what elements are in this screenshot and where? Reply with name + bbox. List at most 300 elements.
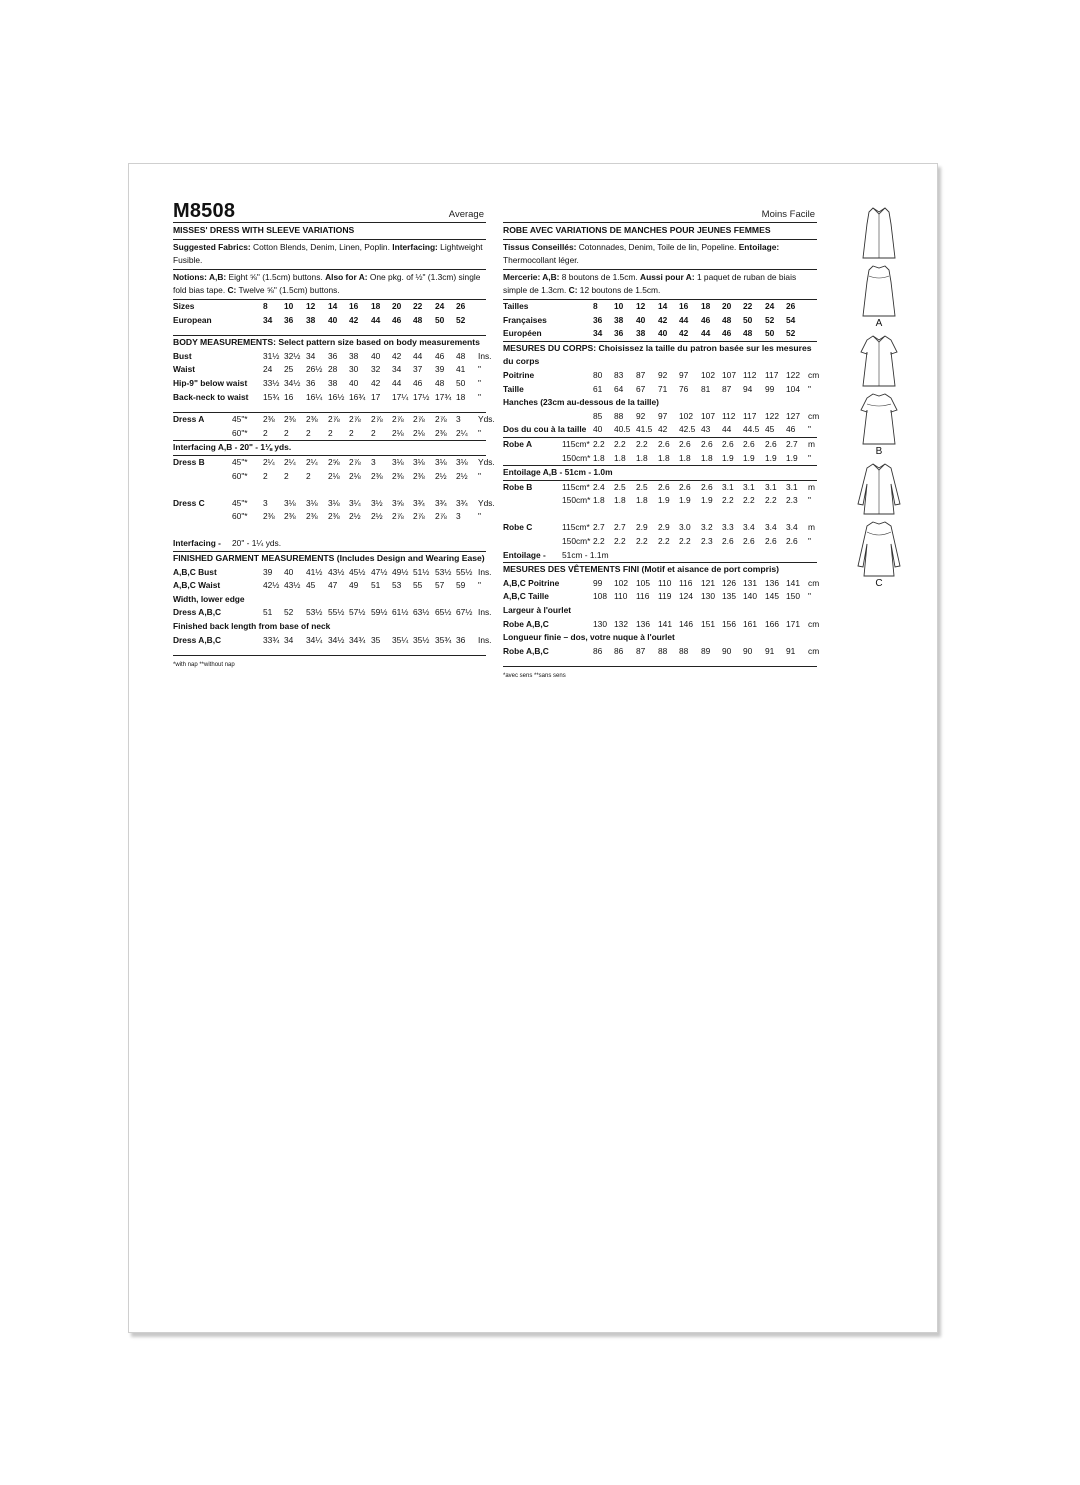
cell-value: 3⅛: [392, 456, 404, 467]
cell-value: 2: [371, 427, 376, 438]
row-label: Robe A,B,C: [503, 645, 549, 656]
finished-measurements: [173, 552, 492, 656]
cell-value: 1.9: [722, 452, 734, 463]
row-label: Robe A: [503, 438, 533, 449]
cell-value: 44: [679, 314, 689, 325]
difficulty-level: Average: [448, 209, 484, 220]
notions-also-text: One pkg. of ½" (1.3cm) single fold bias tape.: [173, 271, 481, 296]
table-row: [503, 452, 817, 466]
table-row: [173, 620, 486, 634]
cell-value: 38: [306, 314, 316, 325]
cell-value: 150: [786, 591, 800, 602]
cell-value: 55: [413, 580, 423, 591]
cell-value: 2⅜: [392, 470, 404, 481]
notions-also-text-fr: 1 paquet de ruban de biais simple de 1.3cm.: [503, 271, 797, 296]
cell-value: 1.9: [658, 495, 670, 506]
interfacing-ab-text-fr: Entoilage A,B - 51cm - 1.0m: [503, 467, 613, 478]
fabric-width: 115cm*: [562, 522, 590, 533]
finished-rows-fr: [503, 577, 820, 659]
cell-value: 12: [636, 300, 646, 311]
cell-value: 2.2: [679, 536, 691, 547]
robe-a-rows: [503, 438, 817, 465]
unit-label: Yds.: [478, 497, 495, 508]
cell-value: 2: [263, 427, 268, 438]
cell-value: 2⅞: [349, 414, 361, 425]
cell-value: 42: [392, 350, 402, 361]
fabric-width: 150cm*: [562, 452, 591, 463]
notions-label-fr: Mercerie: A,B:: [503, 271, 560, 282]
row-label: A,B,C Taille: [503, 591, 549, 602]
unit-label: cm: [808, 369, 820, 380]
cell-value: 2⅜: [328, 511, 340, 522]
cell-value: 97: [658, 410, 668, 421]
notions-also-label: Also for A:: [325, 271, 368, 282]
fabric-width: 150cm*: [562, 495, 591, 506]
cell-value: 2.6: [743, 536, 755, 547]
cell-value: 24: [435, 300, 445, 311]
cell-value: 38: [614, 314, 624, 325]
row-label: Back-neck to waist: [173, 391, 249, 402]
cell-value: 44.5: [743, 424, 760, 435]
cell-value: 61½: [392, 607, 409, 618]
fabric-width: 115cm*: [562, 481, 590, 492]
cell-value: 1.8: [593, 452, 605, 463]
cell-value: 38: [349, 350, 359, 361]
cell-value: 16: [679, 300, 689, 311]
table-row: [173, 456, 495, 470]
cell-value: 2.9: [658, 522, 670, 533]
finished-measurements-fr: [503, 563, 820, 667]
cell-value: 17¾: [435, 391, 452, 402]
cell-value: 50: [743, 314, 753, 325]
cell-value: 136: [636, 618, 650, 629]
size-rows-fr: [503, 300, 817, 341]
fabrics-label: Suggested Fabrics:: [173, 241, 251, 252]
cell-value: 46: [392, 314, 402, 325]
cell-value: 2⅛: [413, 427, 425, 438]
table-row: [173, 566, 492, 580]
cell-value: 34½: [284, 377, 301, 388]
cell-value: 2⅜: [413, 470, 425, 481]
cell-value: 63½: [413, 607, 430, 618]
table-row: [173, 377, 486, 391]
cell-value: 2.6: [701, 438, 713, 449]
cell-value: 2.2: [658, 536, 670, 547]
cell-value: 119: [658, 591, 672, 602]
cell-value: 1.9: [765, 452, 777, 463]
row-label: Taille: [503, 383, 524, 394]
cell-value: 20: [722, 300, 732, 311]
table-row: [173, 314, 486, 328]
unit-label: ": [808, 383, 811, 394]
cell-value: 116: [636, 591, 650, 602]
unit-label: cm: [808, 645, 820, 656]
cell-value: 53: [392, 580, 402, 591]
cell-value: 30: [349, 364, 359, 375]
table-row: [173, 427, 486, 441]
cell-value: 41½: [306, 566, 323, 577]
robe-bc-rows: [503, 481, 817, 549]
cell-value: 47: [328, 580, 338, 591]
cell-value: 44: [392, 377, 402, 388]
fabric-width: 45"*: [232, 456, 248, 467]
cell-value: 94: [743, 383, 753, 394]
cell-value: 41: [456, 364, 466, 375]
cell-value: 1.8: [701, 452, 713, 463]
cell-value: 2.2: [614, 438, 626, 449]
cell-value: 45: [765, 424, 775, 435]
table-row: [173, 300, 486, 314]
cell-value: 3: [456, 511, 461, 522]
cell-value: 2.4: [593, 481, 605, 492]
interfacing-label-fr: Entoilage:: [738, 241, 780, 252]
cell-value: 117: [765, 369, 779, 380]
cell-value: 166: [765, 618, 779, 629]
cell-value: 92: [636, 410, 646, 421]
cell-value: 40.5: [614, 424, 631, 435]
cell-value: 3⅛: [306, 497, 318, 508]
view-drawings: [839, 204, 919, 592]
cell-value: 65½: [435, 607, 452, 618]
cell-value: 3⅝: [392, 497, 404, 508]
cell-value: 171: [786, 618, 800, 629]
cell-value: 42: [658, 314, 668, 325]
interfacing-c-text: 20" - 1¼ yds.: [232, 538, 282, 549]
cell-value: 67½: [456, 607, 473, 618]
cell-value: 136: [765, 577, 779, 588]
fabric-width: 60"*: [232, 511, 248, 522]
unit-label: Ins.: [478, 566, 492, 577]
row-label: Hip-9" below waist: [173, 377, 248, 388]
cell-value: 3⅛: [456, 456, 468, 467]
row-label: Robe C: [503, 522, 533, 533]
cell-value: 122: [786, 369, 800, 380]
body-measurements-fr: [503, 342, 820, 438]
unit-label: cm: [808, 577, 820, 588]
dress-c-back-drawing: [854, 518, 904, 580]
cell-value: 51: [263, 607, 273, 618]
table-row: [173, 510, 486, 524]
cell-value: 2: [263, 470, 268, 481]
notions-also-label-fr: Aussi pour A:: [640, 271, 695, 282]
cell-value: 2⅜: [306, 414, 318, 425]
cell-value: 45½: [349, 566, 366, 577]
cell-value: 48: [435, 377, 445, 388]
sizes-table: [173, 300, 486, 336]
cell-value: 2¼: [263, 456, 275, 467]
interfacing-ab-text: Interfacing A,B - 20" - 1⅛ yds.: [173, 442, 292, 453]
cell-value: 26: [456, 300, 466, 311]
cell-value: 76: [679, 383, 689, 394]
cell-value: 2⅞: [392, 414, 404, 425]
row-label: Waist: [173, 364, 196, 375]
cell-value: 18: [456, 391, 466, 402]
cell-value: 33¾: [263, 634, 280, 645]
cell-value: 52: [765, 314, 775, 325]
table-row: [503, 327, 817, 341]
cell-value: 55½: [456, 566, 473, 577]
row-label: A,B,C Waist: [173, 580, 221, 591]
cell-value: 16¾: [349, 391, 366, 402]
cell-value: 67: [636, 383, 646, 394]
cell-value: 40: [328, 314, 338, 325]
cell-value: 92: [658, 369, 668, 380]
unit-label: m: [808, 481, 815, 492]
cell-value: 39: [263, 566, 273, 577]
dress-bc-rows: [173, 456, 495, 538]
table-row: [503, 438, 817, 452]
cell-value: 2.6: [743, 438, 755, 449]
cell-value: 86: [614, 645, 624, 656]
cell-value: 3¾: [435, 497, 447, 508]
french-column: [503, 200, 820, 684]
unit-label: Ins.: [478, 634, 492, 645]
cell-value: 46: [701, 314, 711, 325]
unit-label: cm: [808, 618, 820, 629]
interfacing-c-label: Interfacing -: [173, 538, 221, 549]
cell-value: 86: [593, 645, 603, 656]
cell-value: 22: [743, 300, 753, 311]
cell-value: 35¼: [392, 634, 409, 645]
fabric-width: 60"*: [232, 427, 248, 438]
cell-value: 35: [371, 634, 381, 645]
unit-label: ": [478, 391, 481, 402]
robe-bc-yardage: [503, 481, 817, 564]
body-measurements: [173, 336, 492, 413]
table-row: [173, 350, 492, 364]
sizes-table-fr: [503, 300, 817, 342]
fabrics-line: [173, 240, 486, 270]
body-measurements-title: BODY MEASUREMENTS: Select pattern size based on body measurements: [173, 337, 480, 348]
cell-value: 16½: [328, 391, 345, 402]
table-row: [503, 481, 817, 495]
footnote: *with nap **without nap: [173, 662, 235, 669]
cell-value: 39: [435, 364, 445, 375]
cell-value: 38: [328, 377, 338, 388]
cell-value: 26: [786, 300, 796, 311]
row-label: Dress A,B,C: [173, 607, 222, 618]
row-label: Sizes: [173, 300, 195, 311]
cell-value: 24: [765, 300, 775, 311]
cell-value: 2: [328, 427, 333, 438]
fabrics-text-fr: Cotonnades, Denim, Toile de lin, Popeline.: [576, 241, 739, 252]
notions-c-label-fr: C:: [568, 285, 578, 296]
cell-value: 2.7: [593, 522, 605, 533]
cell-value: 3: [456, 414, 461, 425]
table-row: [503, 423, 817, 437]
fabric-width: 115cm*: [562, 438, 590, 449]
notions-block: [173, 270, 486, 300]
cell-value: 46: [435, 350, 445, 361]
cell-value: 99: [765, 383, 775, 394]
cell-value: 36: [614, 328, 624, 339]
pattern-title: MISSES' DRESS WITH SLEEVE VARIATIONS: [173, 223, 486, 240]
cell-value: 2.5: [614, 481, 626, 492]
pattern-code: M8508: [173, 200, 236, 222]
notions-c-text: Twelve ⅝" (1.5cm) buttons.: [236, 285, 340, 296]
unit-label: ": [478, 511, 481, 522]
cell-value: 117: [743, 410, 757, 421]
cell-value: 3¾: [456, 497, 468, 508]
cell-value: 151: [701, 618, 715, 629]
cell-value: 2.9: [636, 522, 648, 533]
interfacing-c-label-fr: Entoilage -: [503, 549, 546, 560]
cell-value: 3⅛: [328, 497, 340, 508]
cell-value: 2: [284, 470, 289, 481]
cell-value: 2⅜: [263, 511, 275, 522]
cell-value: 54: [786, 314, 796, 325]
table-row: [173, 524, 486, 538]
notions-text-fr: 8 boutons de 1.5cm.: [559, 271, 641, 282]
cell-value: 51: [371, 580, 381, 591]
cell-value: 1.8: [614, 452, 626, 463]
cell-value: 132: [614, 618, 628, 629]
cell-value: 112: [743, 369, 757, 380]
cell-value: 3: [371, 456, 376, 467]
cell-value: 2⅛: [349, 470, 361, 481]
cell-value: 3⅛: [413, 456, 425, 467]
cell-value: 48: [456, 350, 466, 361]
cell-value: 2⅞: [435, 511, 447, 522]
cell-value: 34½: [328, 634, 345, 645]
cell-value: 2¼: [456, 427, 468, 438]
cell-value: 32: [371, 364, 381, 375]
cell-value: 2.6: [765, 438, 777, 449]
cell-value: 80: [593, 369, 603, 380]
cell-value: 34: [392, 364, 402, 375]
cell-value: 146: [679, 618, 693, 629]
cell-value: 2⅛: [392, 427, 404, 438]
row-label: European: [173, 314, 212, 325]
fabric-width: 150cm*: [562, 536, 591, 547]
cell-value: 42: [371, 377, 381, 388]
cell-value: 2: [306, 427, 311, 438]
cell-value: 48: [413, 314, 423, 325]
table-row: [503, 508, 817, 522]
cell-value: 2⅞: [328, 414, 340, 425]
cell-value: 2.7: [614, 522, 626, 533]
table-row: [503, 369, 820, 383]
cell-value: 3.4: [743, 522, 755, 533]
difficulty-level-fr: Moins Facile: [761, 209, 815, 220]
cell-value: 2.6: [679, 438, 691, 449]
cell-value: 2⅞: [435, 414, 447, 425]
cell-value: 1.8: [636, 495, 648, 506]
table-row: [503, 590, 817, 604]
cell-value: 47½: [371, 566, 388, 577]
table-row: [173, 363, 486, 377]
cell-value: 34¾: [349, 634, 366, 645]
cell-value: 49: [349, 580, 359, 591]
cell-value: 44: [701, 328, 711, 339]
notions-text: Eight ⅝" (1.5cm) buttons.: [226, 271, 326, 282]
table-row: [173, 483, 486, 497]
notions-block-fr: [503, 270, 817, 300]
cell-value: 1.9: [701, 495, 713, 506]
unit-label: cm: [808, 410, 820, 421]
cell-value: 2⅞: [413, 511, 425, 522]
cell-value: 2: [284, 427, 289, 438]
cell-value: 18: [371, 300, 381, 311]
cell-value: 3.1: [722, 481, 734, 492]
dress-a-rows: [173, 413, 495, 440]
cell-value: 2.2: [614, 536, 626, 547]
table-row: [503, 535, 817, 549]
cell-value: 2⅜: [306, 511, 318, 522]
unit-label: Ins.: [478, 607, 492, 618]
cell-value: 3.1: [786, 481, 798, 492]
cell-value: 43½: [328, 566, 345, 577]
row-label: Hanches (23cm au-dessous de la taille): [503, 397, 659, 408]
cell-value: 105: [636, 577, 650, 588]
cell-value: 36: [284, 314, 294, 325]
cell-value: 17: [371, 391, 381, 402]
cell-value: 122: [765, 410, 779, 421]
cell-value: 34: [306, 350, 316, 361]
cell-value: 1.9: [786, 452, 798, 463]
cell-value: 97: [679, 369, 689, 380]
cell-value: 38: [636, 328, 646, 339]
view-c-label: C: [875, 578, 883, 589]
header-fr: [503, 200, 817, 223]
cell-value: 2.6: [679, 481, 691, 492]
interfacing-text-fr: Thermocollant léger.: [503, 255, 579, 266]
pattern-sheet: [128, 163, 938, 1333]
cell-value: 2: [349, 427, 354, 438]
cell-value: 2.2: [743, 495, 755, 506]
cell-value: 48: [722, 314, 732, 325]
cell-value: 131: [743, 577, 757, 588]
cell-value: 3.2: [701, 522, 713, 533]
dress-c-front-drawing: [854, 460, 904, 518]
cell-value: 2.6: [658, 438, 670, 449]
cell-value: 16¼: [306, 391, 323, 402]
cell-value: 44: [371, 314, 381, 325]
cell-value: 3⅛: [284, 497, 296, 508]
unit-label: m: [808, 438, 815, 449]
interfacing-ab-fr: [503, 466, 817, 481]
cell-value: 41.5: [636, 424, 653, 435]
cell-value: 135: [722, 591, 736, 602]
cell-value: 36: [456, 634, 466, 645]
dress-a-front-drawing: [859, 204, 899, 262]
unit-label: Yds.: [478, 456, 495, 467]
pattern-title-fr: ROBE AVEC VARIATIONS DE MANCHES POUR JEUNES FEMMES: [503, 223, 817, 240]
notions-c-text-fr: 12 boutons de 1.5cm.: [577, 285, 661, 296]
unit-label: ": [478, 580, 481, 591]
unit-label: Ins.: [478, 350, 492, 361]
cell-value: 14: [658, 300, 668, 311]
unit-label: ": [808, 452, 811, 463]
cell-value: 130: [593, 618, 607, 629]
cell-value: 116: [679, 577, 693, 588]
cell-value: 3.0: [679, 522, 691, 533]
cell-value: 90: [743, 645, 753, 656]
cell-value: 14: [328, 300, 338, 311]
cell-value: 2.5: [636, 481, 648, 492]
cell-value: 108: [593, 591, 607, 602]
cell-value: 1.9: [679, 495, 691, 506]
cell-value: 59½: [371, 607, 388, 618]
body-rows: [173, 350, 492, 404]
cell-value: 141: [786, 577, 800, 588]
cell-value: 140: [743, 591, 757, 602]
cell-value: 49½: [392, 566, 409, 577]
row-label: Largeur à l'ourlet: [503, 605, 572, 616]
cell-value: 104: [786, 383, 800, 394]
cell-value: 91: [765, 645, 775, 656]
cell-value: 3⅛: [435, 456, 447, 467]
